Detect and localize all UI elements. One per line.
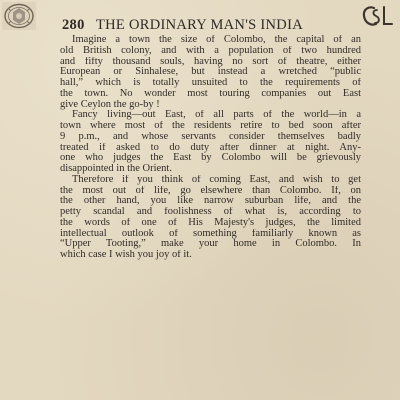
- text-line: treated if asked to do duty after dinner at night. Any-: [60, 142, 361, 153]
- text-line: the town. No wonder most touring companies out East: [60, 88, 361, 99]
- text-line: give Ceylon the go-by !: [60, 99, 160, 110]
- library-shelfmark-icon: [357, 2, 397, 32]
- text-line: one who judges the East by Colombo will be grievously: [60, 153, 361, 164]
- paragraph-1: [60, 35, 361, 110]
- text-line: the other hand, you like narrow suburban life, and the: [60, 196, 361, 207]
- text-line: intellectual outlook of something familiarly known as: [60, 228, 361, 239]
- text-line: “Upper Tooting,” make your home in Colombo. In: [60, 239, 361, 250]
- text-line: which case I wish you joy of it.: [60, 250, 192, 260]
- paragraph-3: [60, 175, 361, 261]
- body-text: [60, 35, 361, 261]
- text-line: 9 p.m., and whose servants consider themselves badly: [60, 131, 361, 142]
- library-seal-icon: [2, 2, 36, 30]
- text-line: Therefore if you think of coming East, and wish to get: [72, 174, 361, 185]
- text-line: Fancy living—out East, of all parts of the world—in a: [72, 110, 361, 121]
- text-line: the most out of life, go elsewhere than Colombo. If, on: [60, 185, 361, 196]
- text-line: European or Sinhalese, but instead a wretched “public: [60, 67, 361, 78]
- paragraph-2: [60, 110, 361, 175]
- text-line: old British colony, and with a population of two hundred: [60, 45, 361, 56]
- page-number: 280: [62, 17, 85, 33]
- text-line: Imagine a town the size of Colombo, the capital of an: [72, 35, 361, 45]
- text-line: the words of one of His Majesty's judges, the limited: [60, 217, 361, 228]
- running-header: [62, 17, 362, 35]
- text-line: town where most of the residents retire to bed soon after: [60, 121, 361, 131]
- text-line: disappointed in the Orient.: [60, 164, 172, 174]
- text-line: and fifty thousand souls, having no sort of theatre, either: [60, 56, 361, 67]
- text-line: petty scandal and foolishness of what is, according to: [60, 207, 361, 217]
- text-line: hall,” which is totally unsuited to the requirements of: [60, 78, 361, 88]
- running-title: THE ORDINARY MAN'S INDIA: [95, 17, 303, 33]
